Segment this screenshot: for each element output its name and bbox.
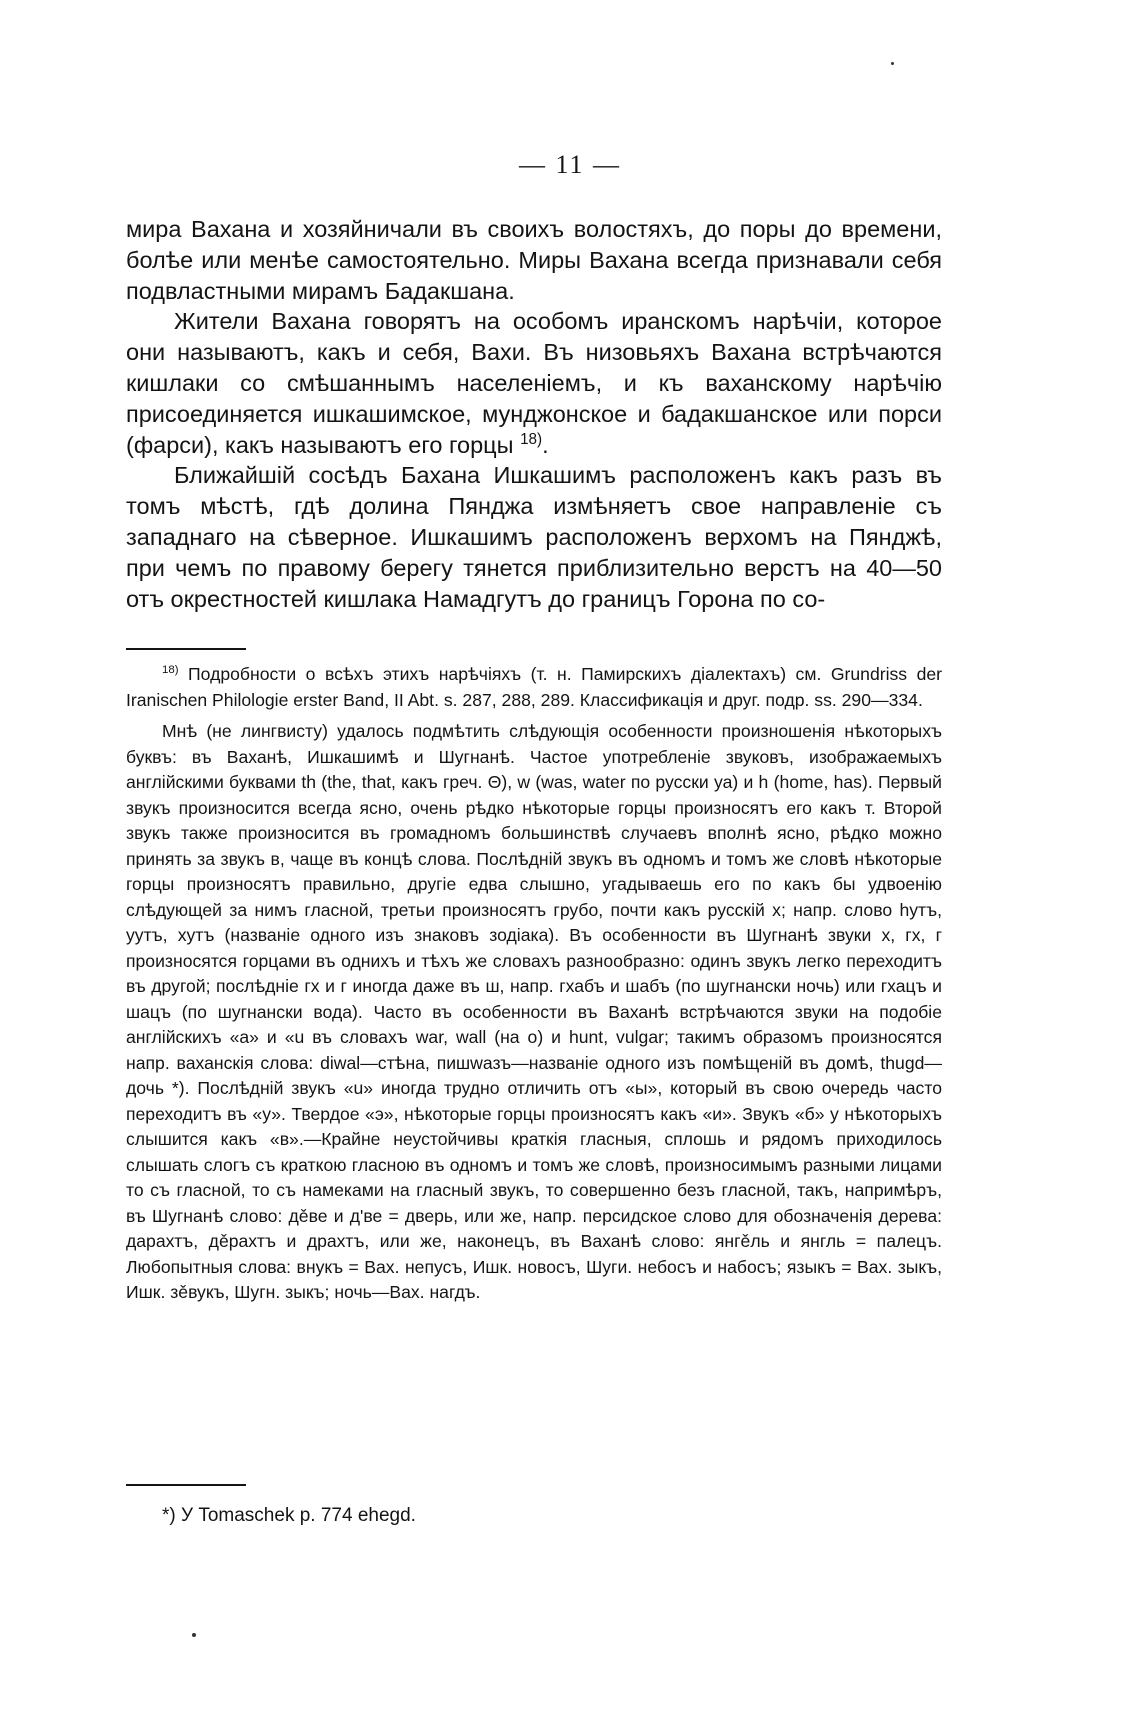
paragraph-2-end: .	[542, 431, 549, 458]
footnote-18-continued: Мнѣ (не лингвисту) удалось подмѣтить слѣдующія особенности произношенія нѣкоторыхъ буквъ: въ Ваханѣ, Ишкашимѣ и Шугнанѣ. Частое употребленіе звуковъ, изображаемыхъ англійскими буквами th (the, that, какъ греч. Θ), w (was, water по русски уа) и h (home, has). Первый звукъ произносится всегда ясно, очень рѣдко нѣкоторые горцы произносятъ его какъ т. Второй звукъ также произносится въ громадномъ большинствѣ случаевъ вполнѣ ясно, рѣдко можно принять за звукъ в, чаще въ концѣ слова. Послѣдній звукъ въ одномъ и томъ же словѣ нѣкоторые горцы произносятъ правильно, другіе едва слышно, угадываешь его по какъ бы удвоенію слѣдующей за нимъ гласной, третьи произносятъ грубо, почти какъ русскій х; напр. слово hутъ, уутъ, хутъ (названіе одного изъ знаковъ зодіака). Въ особенности въ Шугнанѣ звуки х, гх, г произносятся горцами въ однихъ и тѣхъ же словахъ разнообразно: одинъ звукъ легко переходитъ въ другой; послѣдніе гх и г иногда даже въ ш, напр. гхабъ и шабъ (по шугнански ночь) или гхацъ и шацъ (по шугнански вода). Часто въ особенности въ Ваханѣ встрѣчаются звуки на подобіе англійскихъ «а» и «u въ словахъ war, wall (на о) и hunt, vulgar; такимъ образомъ произносятся напр. ваханскія слова: diwal—стѣна, пишwазъ—названіе одного изъ помѣщеній въ домѣ, thugd—дочь *). Послѣдній звукъ «u» иногда трудно отличить отъ «ы», который въ свою очередь часто переходитъ въ «у». Твердое «э», нѣкоторые горцы произносятъ какъ «и». Звукъ «б» у нѣкоторыхъ слышится какъ «в».—Крайне неустойчивы краткія гласныя, сплошь и рядомъ приходилось слышать слогъ съ краткою гласною въ одномъ и томъ же словѣ, произносимымъ разными лицами то съ гласной, то съ намеками на гласный звукъ, то совершенно безъ гласной, такъ, напримѣръ, въ Шугнанѣ слово: дěве и д'ве = дверь, или же, напр. персидское слово для обозначенія дерева: дарахтъ, дěрахтъ и драхтъ, или же, наконецъ, въ Ваханѣ слово: янгěль и янгль = палецъ. Любопытныя слова: внукъ = Вах. непусъ, Ишк. новосъ, Шуги. небосъ и набосъ; языкъ = Вах. зыкъ, Ишк. зěвукъ, Шугн. зыкъ; ночь—Вах. нагдъ.	[126, 721, 942, 1302]
page-number: — 11 —	[518, 150, 622, 179]
paragraph-2	[126, 306, 942, 460]
paragraph-1: мира Вахана и хозяйничали въ своихъ волостяхъ, до поры до времени, болѣе или менѣе самостоятельно. Миры Вахана всегда признавали себя подвластными мирамъ Бадакшана.	[126, 216, 942, 304]
paper-speck	[192, 1633, 196, 1637]
paragraph-2-text: Жители Вахана говорятъ на особомъ иранскомъ нарѣчіи, которое они называютъ, какъ и себя, Вахи. Въ низовьяхъ Вахана встрѣчаются кишлаки со смѣшаннымъ населеніемъ, и къ ваханскому нарѣчію присоединяется ишкашимское, мунджонское и бадакшанское или порси (фарси), какъ называютъ его горцы	[126, 308, 942, 458]
main-text	[126, 214, 942, 614]
footnote-divider	[126, 648, 246, 650]
footnotes	[126, 662, 942, 1306]
footnote-ref-18: 18)	[520, 430, 543, 448]
footnote-18-marker: 18)	[162, 664, 179, 677]
footnote-divider-2	[126, 1484, 246, 1486]
footnote-18-text: Подробности о всѣхъ этихъ нарѣчіяхъ (т. н. Памирскихъ діалектахъ) см. Grundriss der Iranischen Philologie erster Band, II Abt. s. 287, 288, 289. Классификація и друг. подр. ss. 290—334.	[126, 664, 943, 710]
footnote-18	[126, 662, 942, 713]
paragraph-3: Ближайшій сосѣдъ Бахана Ишкашимъ расположенъ какъ разъ въ томъ мѣстѣ, гдѣ долина Пянджа измѣняетъ свое направленіе съ западнаго на сѣверное. Ишкашимъ расположенъ верхомъ на Пянджѣ, при чемъ по правому берегу тянется приблизительно верстъ на 40—50 отъ окрестностей кишлака Намадгутъ до границъ Горона по со-	[126, 462, 942, 612]
paper-speck	[891, 62, 894, 65]
footnote-star: *) У Tomaschek p. 774 ehegd.	[162, 1505, 416, 1526]
